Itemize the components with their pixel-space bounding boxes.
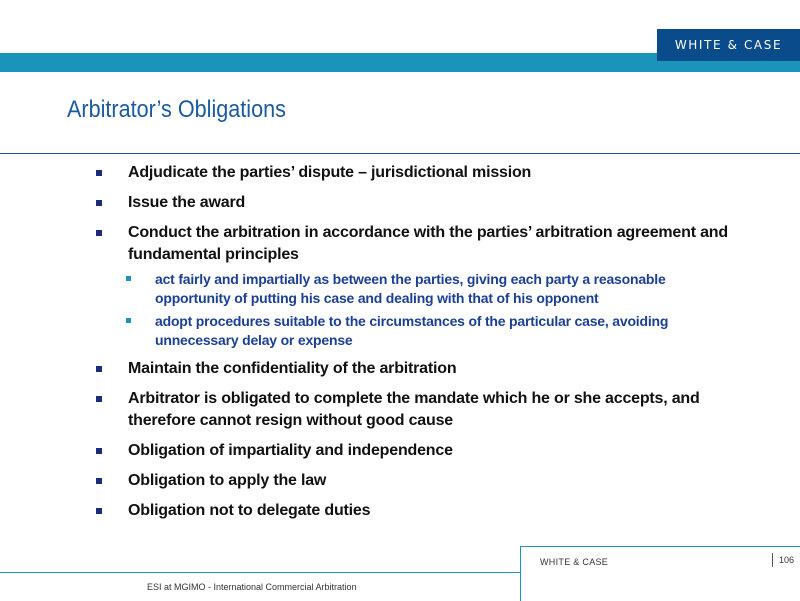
bullet-item (96, 388, 736, 432)
sub-bullet-text: adopt procedures suitable to the circumstances of the particular case, avoiding unnecessary delay or expense (155, 313, 669, 348)
bullet-item (96, 162, 736, 184)
white-case-logo (657, 29, 800, 61)
bullet-item (96, 358, 736, 380)
square-bullet-icon (96, 448, 102, 454)
square-bullet-icon (96, 170, 102, 176)
bullet-text: Adjudicate the parties’ dispute – jurisdictional mission (128, 164, 532, 181)
small-square-bullet-icon (126, 276, 131, 281)
footer-separator (772, 553, 773, 567)
square-bullet-icon (96, 508, 102, 514)
bullet-item (96, 470, 736, 492)
bullet-list (96, 162, 736, 530)
sub-bullet-item (96, 312, 736, 350)
bullet-text: Obligation to apply the law (128, 472, 327, 489)
footer-brand: WHITE & CASE (540, 557, 609, 567)
title-divider (0, 153, 800, 154)
square-bullet-icon (96, 478, 102, 484)
bullet-item (96, 500, 736, 522)
bullet-text: Obligation of impartiality and independence (128, 442, 453, 459)
sub-bullet-item (96, 270, 736, 308)
bullet-item (96, 440, 736, 462)
bullet-text: Arbitrator is obligated to complete the mandate which he or she accepts, and therefore cannot resign without good cause (128, 390, 700, 429)
slide-title: Arbitrator’s Obligations (67, 96, 286, 123)
bullet-text: Maintain the confidentiality of the arbitration (128, 360, 457, 377)
square-bullet-icon (96, 200, 102, 206)
small-square-bullet-icon (126, 318, 131, 323)
bullet-text: Conduct the arbitration in accordance with the parties’ arbitration agreement and fundamental principles (128, 224, 728, 263)
bullet-text: Issue the award (128, 194, 246, 211)
page-number: 106 (779, 555, 795, 565)
square-bullet-icon (96, 366, 102, 372)
footer-course-title: ESI at MGIMO - International Commercial Arbitration (147, 582, 357, 592)
bullet-item (96, 222, 736, 266)
square-bullet-icon (96, 396, 102, 402)
logo-text: WHITE & CASE (674, 38, 783, 52)
sub-bullet-text: act fairly and impartially as between the parties, giving each party a reasonable opportunity of putting his case and dealing with that of his opponent (155, 271, 666, 306)
bullet-item (96, 192, 736, 214)
square-bullet-icon (96, 230, 102, 236)
bullet-text: Obligation not to delegate duties (128, 502, 371, 519)
